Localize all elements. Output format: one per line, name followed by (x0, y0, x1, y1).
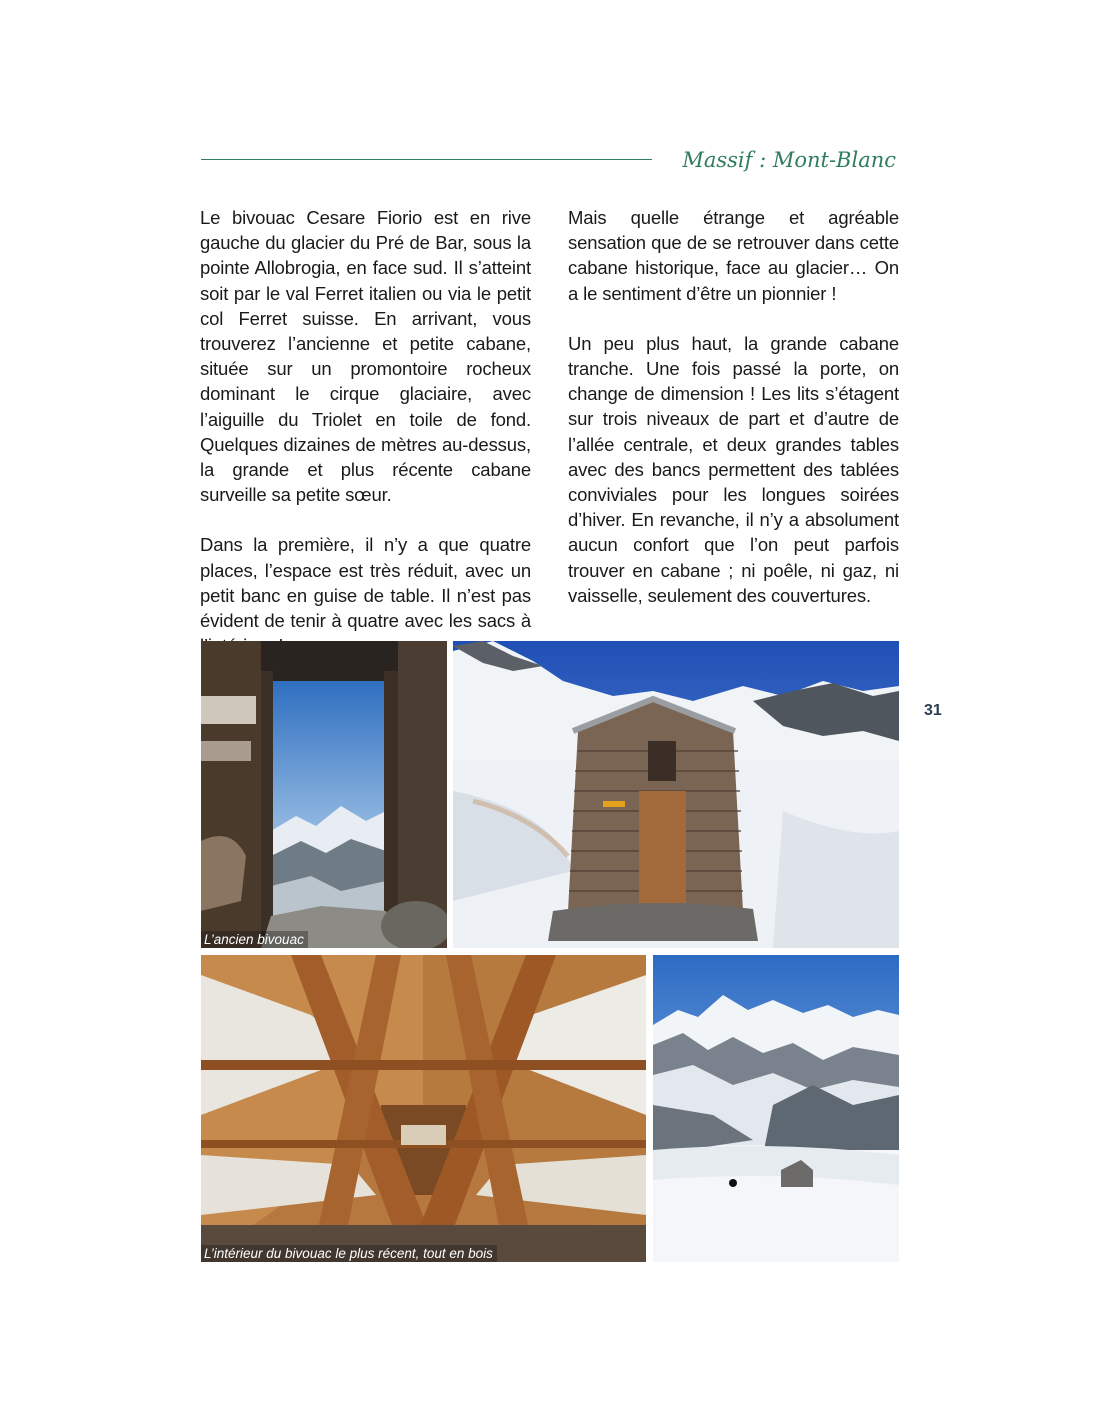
old-bivouac-image (201, 641, 447, 948)
page-number: 31 (924, 702, 942, 719)
right-column (568, 205, 899, 633)
old-bivouac-photo (201, 641, 447, 948)
paragraph: Dans la première, il n’y a que quatre places, l’espace est très réduit, avec un petit banc en guise de table. Il n’est pas évident de tenir à quatre avec les sacs à (200, 534, 531, 632)
mountain-view-image (653, 955, 899, 1262)
interior-image (201, 955, 646, 1262)
hut-exterior-photo (453, 641, 899, 948)
paragraph: Un peu plus haut, la grande cabane tranche. Une fois passé la porte, on change de dimension ! Les lits s’étagent sur trois niveaux de part et d’autre de l’allée centrale, et deux grandes tables avec des bancs permettent des tablées conviviales pour les longues soirées d’hiver. En revanche, il n’y a absolument aucun confort que l’on peut parfois trouver en cabane ; ni poêle, ni gaz, ni vaisselle, seulement des couvertures. (568, 332, 899, 606)
mountain-view-photo (653, 955, 899, 1262)
photo-caption: L’ancien bivouac (201, 931, 308, 948)
interior-photo (201, 955, 646, 1262)
hut-exterior-image (453, 641, 899, 948)
header-rule (201, 159, 652, 160)
paragraph: Mais quelle étrange et agréable sensation que de se retrouver dans cette cabane historique, face au glacier… On a le sentiment d’être un pionnier ! (568, 207, 899, 304)
section-title: Massif : Mont-Blanc (682, 148, 896, 172)
paragraph: Le bivouac Cesare Fiorio est en rive gauche du glacier du Pré de Bar, sous la pointe Allobrogia, en face sud. Il s’atteint soit par le val Ferret italien ou via le petit col Ferret suisse. En arrivant, vous trouverez l’ancienne et petite cabane, située sur un promontoire rocheux dominant le cirque glaciaire, avec l’aiguille du Triolet en toile de fond. Quelques dizaines de mètres au-dessus, la grande et plus récente cabane surveille sa petite sœur. (200, 207, 531, 506)
left-column (200, 205, 531, 683)
photo-caption: L’intérieur du bivouac le plus récent, tout en bois (201, 1245, 497, 1262)
